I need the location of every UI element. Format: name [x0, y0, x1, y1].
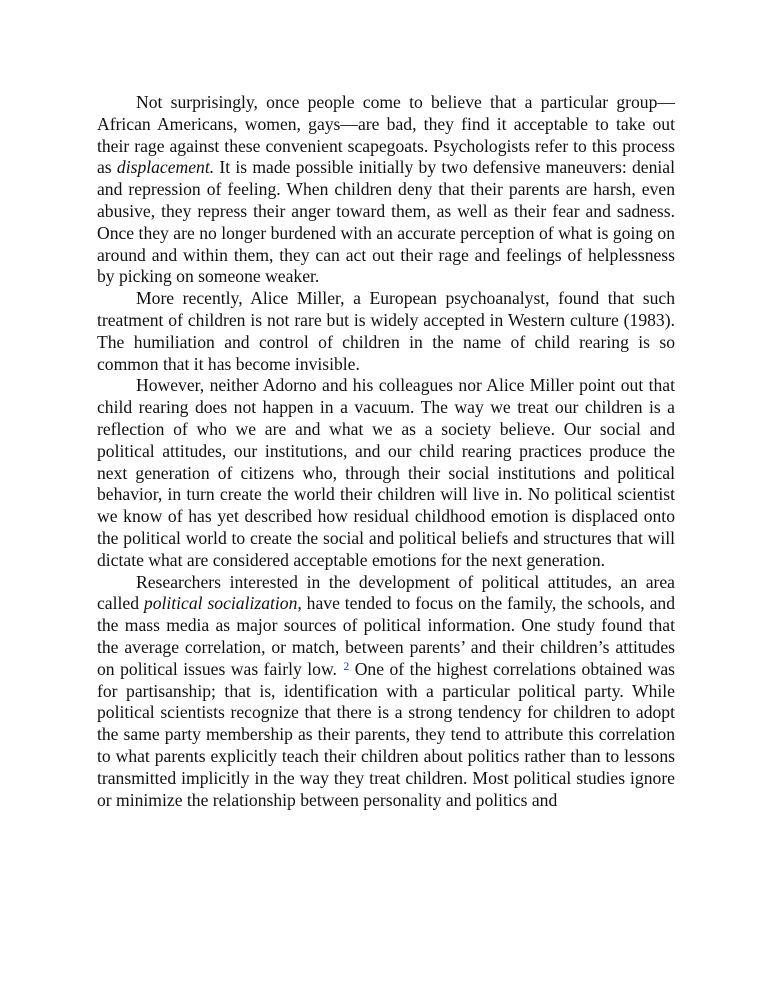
- paragraph-displacement: [97, 92, 675, 288]
- paragraph-child-rearing: [97, 375, 675, 571]
- paragraph-alice-miller: [97, 288, 675, 375]
- paragraph-text: One of the highest correlations obtained was for partisanship; that is, identification with a particular political party. While political scientists recognize that there is a strong tendency for children to adopt the same party membership as their parents, they tend to attribute this correlation to what parents explicitly teach their children about politics rather than to lessons transmitted implicitly in the way they treat children. Most political studies ignore or minimize the relationship between personality and politics and: [97, 658, 676, 810]
- paragraph-text: It is made possible initially by two defensive maneuvers: denial and repression of feeling. When children deny that their parents are harsh, even abusive, they repress their anger toward them, as well as their fear and sadness. Once they are no longer burdened with an accurate perception of what is going on around and within them, they can act out their rage and feelings of helplessness by picking on someone weaker.: [97, 157, 675, 287]
- paragraph-text: Not surprisingly, once people come to believe that a particular group—African Americans, women, gays—are bad, they find it acceptable to take out their rage against these convenient scapegoats. Psychologists refer to this process as: [97, 92, 675, 178]
- italic-term-displacement: displacement.: [116, 157, 215, 178]
- italic-term-political-socialization: political socialization,: [143, 593, 302, 614]
- body-text: [97, 92, 675, 811]
- paragraph-text: More recently, Alice Miller, a European psychoanalyst, found that such treatment of children is not rare but is widely accepted in Western culture (1983). The humiliation and control of children in the name of child rearing is so common that it has become invisible.: [97, 288, 675, 374]
- paragraph-political-socialization: [97, 572, 675, 812]
- paragraph-text: However, neither Adorno and his colleagues nor Alice Miller point out that child rearing does not happen in a vacuum. The way we treat our children is a reflection of who we are and what we as a society believe. Our social and political attitudes, our institutions, and our child rearing practices produce the next generation of citizens who, through their social institutions and political behavior, in turn create the world their children will live in. No political scientist we know of has yet described how residual childhood emotion is displaced onto the political world to create the social and political beliefs and structures that will dictate what are considered acceptable emotions for the next generation.: [97, 375, 675, 570]
- paragraph-text: have tended to focus on the family, the schools, and the mass media as major sources of political information. One study found that the average correlation, or match, between parents’ and their children’s attitudes on political issues was fairly low.: [97, 593, 675, 679]
- footnote-link[interactable]: 2: [343, 660, 350, 673]
- paragraph-text: Researchers interested in the development of political attitudes, an area called: [97, 571, 675, 614]
